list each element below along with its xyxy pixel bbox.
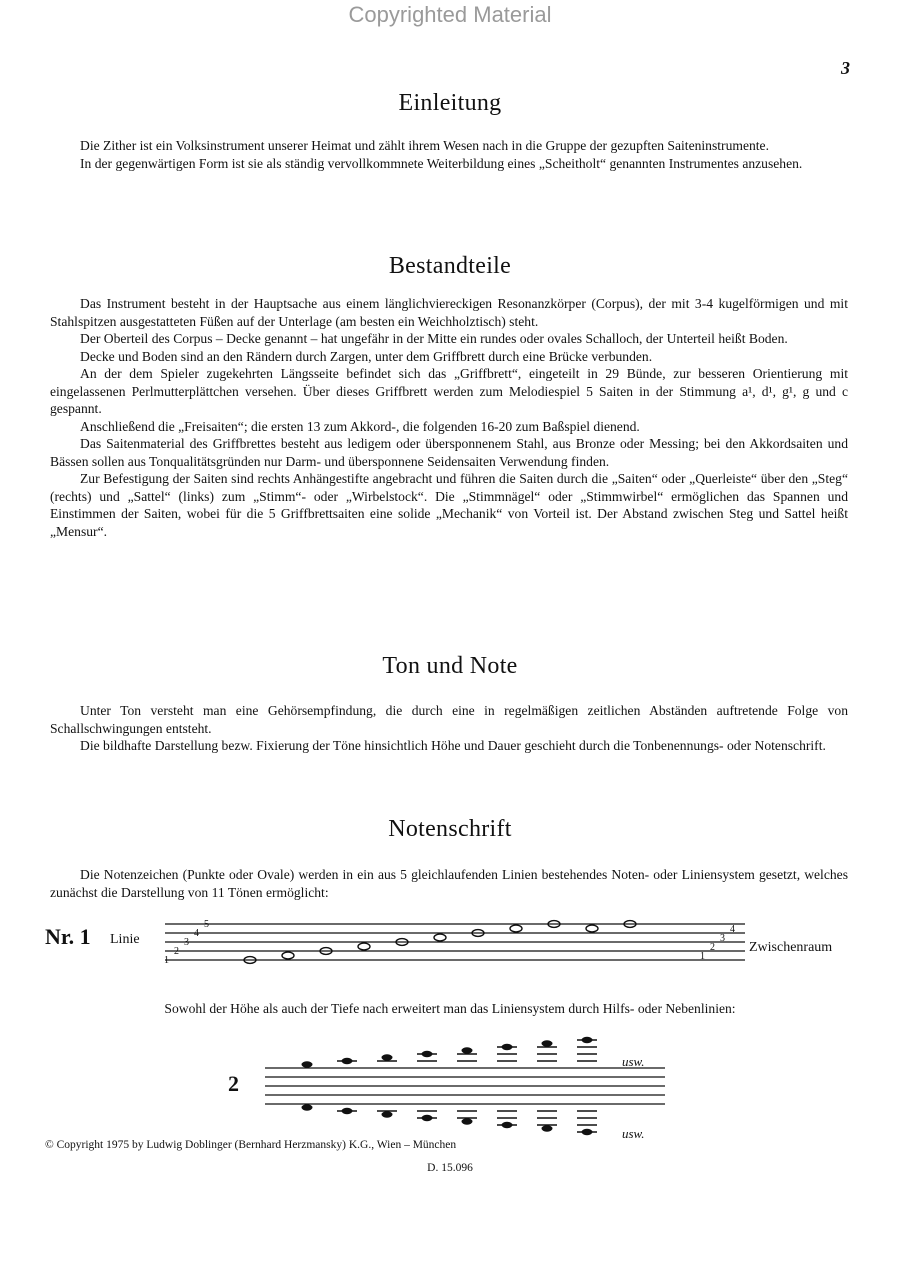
staff-lines bbox=[165, 924, 745, 960]
line-number: 1 bbox=[164, 955, 169, 966]
paragraph: Die bildhafte Darstellung bezw. Fixierung der Töne hinsichtlich Höhe und Dauer geschieht durch die Tonbenennungs- oder Notenschrift. bbox=[80, 738, 826, 753]
paragraph: Zur Befestigung der Saiten sind rechts Anhängestifte angebracht und führen die Saiten durch die „Saiten“ oder „Querleiste“ über den „Steg“ (rechts) und „Sattel“ (links) zum „Stimm“- oder „Wirbelstock“. Die „Stimmnägel“ oder „Stimmwirbel“ ermöglichen das Spannen und Einstimmen der Saiten, wobei für die 5 Griffbrettsaiten eine solide „Mechanik“ von Vorteil ist. Der Abstand zwischen Steg und Sattel heißt „Mensur“. bbox=[50, 471, 848, 539]
note bbox=[422, 1115, 433, 1121]
paragraph: Anschließend die „Freisaiten“; die ersten 13 zum Akkord-, die folgenden 16-20 zum Baßspiel dienend. bbox=[80, 418, 640, 434]
staff-example-2 bbox=[255, 1020, 675, 1140]
space-number: 1 bbox=[700, 951, 705, 962]
note bbox=[582, 1129, 593, 1135]
note bbox=[358, 943, 370, 950]
note bbox=[502, 1044, 513, 1050]
section-ton-und-note-text bbox=[50, 702, 848, 755]
heading-notenschrift: Notenschrift bbox=[388, 816, 512, 842]
page-number: 3 bbox=[841, 58, 850, 78]
paragraph: Die Zither ist ein Volksinstrument unserer Heimat und zählt ihrem Wesen nach in die Gruppe der gezupften Saiteninstrumente. bbox=[80, 138, 769, 153]
note bbox=[302, 1104, 313, 1110]
note bbox=[586, 925, 598, 932]
usw-top: usw. bbox=[622, 1054, 645, 1069]
staff-example-1 bbox=[160, 918, 750, 966]
note bbox=[462, 1047, 473, 1053]
paragraph: Das Instrument besteht in der Hauptsache aus einem länglichviereckigen Resonanzkörper (Corpus), der mit 3-4 kugelförmigen und mit Stahlspitzen ausgestatteten Füßen auf der Unterlage (am besten ein Weichholztisch) steht. bbox=[50, 296, 848, 329]
note bbox=[582, 1037, 593, 1043]
heading-einleitung: Einleitung bbox=[398, 90, 502, 116]
paragraph: In der gegenwärtigen Form ist sie als ständig vervollkommnete Weiterbildung eines „Scheitholt“ genannten Instrumentes anzusehen. bbox=[80, 155, 803, 171]
section-einleitung-text bbox=[50, 137, 848, 172]
copyright-notice: © Copyright 1975 by Ludwig Doblinger (Bernhard Herzmansky) K.G., Wien – München bbox=[45, 1139, 457, 1151]
section-bestandteile-text bbox=[50, 295, 848, 540]
note bbox=[502, 1122, 513, 1128]
staff-lines bbox=[265, 1068, 665, 1104]
line-number: 5 bbox=[204, 919, 209, 930]
example-1-line-label: Linie bbox=[110, 932, 140, 947]
space-number: 3 bbox=[720, 933, 725, 944]
note bbox=[434, 934, 446, 941]
note bbox=[342, 1058, 353, 1064]
catalog-number: D. 15.096 bbox=[427, 1162, 473, 1174]
note bbox=[542, 1125, 553, 1131]
note bbox=[302, 1061, 313, 1067]
paragraph: Die Notenzeichen (Punkte oder Ovale) werden in ein aus 5 gleichlaufenden Linien bestehendes Noten- oder Liniensystem gesetzt, welches zunächst die Darstellung von 11 Tönen ermöglicht: bbox=[50, 867, 848, 900]
note bbox=[282, 952, 294, 959]
lower-ledger-notes bbox=[302, 1104, 598, 1135]
example-2-label: 2 bbox=[228, 1071, 239, 1096]
paragraph: An der dem Spieler zugekehrten Längsseite befindet sich das „Griffbrett“, eingeteilt in 29 Bünde, zur besseren Orientierung mit eingelassenen Perlmutterplättchen versehen. Über dieses Griffbrett werden zum Melodiespiel 5 Saiten in der Stimmung a¹, d¹, g¹, g und c gespannt. bbox=[50, 366, 848, 416]
paragraph: Das Saitenmaterial des Griffbrettes besteht aus ledigem oder übersponnenem Stahl, aus Bronze oder Messing; bei den Akkordsaiten und Bässen sollen aus Tonqualitätsgründen nur Darm- und übersponnene Seidensaiten Verwendung finden. bbox=[50, 436, 848, 469]
line-number: 4 bbox=[194, 928, 199, 939]
example-1-space-label: Zwischenraum bbox=[749, 940, 833, 955]
note bbox=[510, 925, 522, 932]
paragraph: Unter Ton versteht man eine Gehörsempfindung, die durch eine in regelmäßigen zeitlichen Abständen auftretende Folge von Schallschwingungen entsteht. bbox=[50, 703, 848, 736]
heading-bestandteile: Bestandteile bbox=[388, 253, 512, 279]
note bbox=[542, 1040, 553, 1046]
note bbox=[382, 1054, 393, 1060]
section-notenschrift-text bbox=[50, 866, 848, 901]
heading-ton-und-note: Ton und Note bbox=[382, 653, 518, 679]
watermark: Copyrighted Material bbox=[348, 2, 552, 27]
right-space-numbers bbox=[700, 924, 735, 962]
line-number: 3 bbox=[184, 937, 189, 948]
note bbox=[422, 1051, 433, 1057]
upper-ledger-notes bbox=[302, 1037, 598, 1068]
usw-bottom: usw. bbox=[622, 1126, 645, 1141]
example-1-label: Nr. 1 bbox=[45, 924, 91, 949]
note bbox=[342, 1108, 353, 1114]
note bbox=[382, 1111, 393, 1117]
note bbox=[462, 1118, 473, 1124]
ledger-line-sentence: Sowohl der Höhe als auch der Tiefe nach erweitert man das Liniensystem durch Hilfs- oder Nebenlinien: bbox=[164, 1001, 736, 1016]
paragraph: Der Oberteil des Corpus – Decke genannt – hat ungefähr in der Mitte ein rundes oder ovales Schalloch, der Unterteil heißt Boden. bbox=[80, 331, 788, 346]
space-number: 4 bbox=[730, 924, 735, 935]
line-number: 2 bbox=[174, 946, 179, 957]
space-number: 2 bbox=[710, 942, 715, 953]
paragraph: Decke und Boden sind an den Rändern durch Zargen, unter dem Griffbrett durch eine Brücke verbunden. bbox=[80, 348, 653, 364]
